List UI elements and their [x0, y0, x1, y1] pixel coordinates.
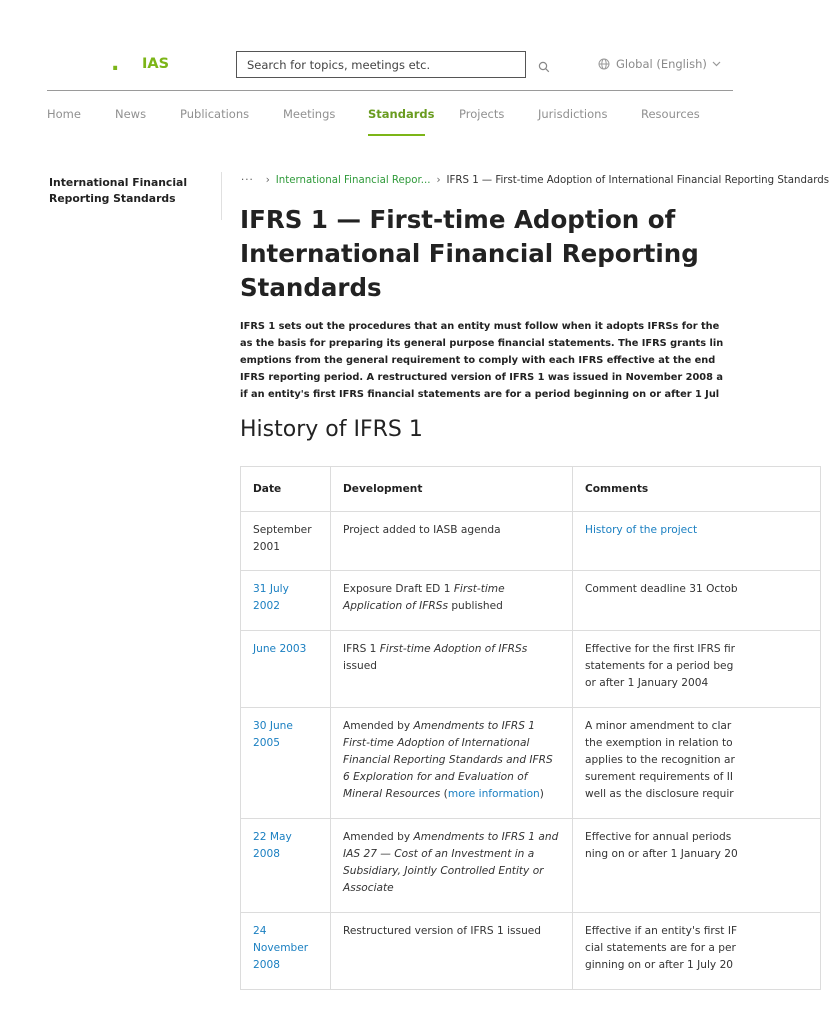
- table-row: [241, 631, 821, 708]
- intro-line: if an entity's first IFRS financial statements are for a period beginning on or after 1 Jul: [240, 389, 720, 400]
- history-heading: History of IFRS 1: [240, 417, 423, 442]
- column-header-date: Date: [241, 467, 331, 512]
- language-label: Global (English): [616, 57, 707, 71]
- table-header-row: [241, 467, 821, 512]
- search-box: [236, 51, 526, 78]
- table-row: [241, 819, 821, 913]
- comments-cell: [573, 913, 821, 990]
- date-link[interactable]: 30 June 2005: [241, 708, 331, 819]
- date-link[interactable]: 24 November 2008: [241, 913, 331, 990]
- language-selector[interactable]: [598, 57, 727, 71]
- comments-cell: [573, 631, 821, 708]
- sidebar-divider: [221, 172, 222, 220]
- chevron-down-icon: [712, 61, 721, 67]
- intro-line: as the basis for preparing its general purpose financial statements. The IFRS grants lin: [240, 338, 724, 349]
- development-text: Exposure Draft ED 1: [343, 583, 454, 595]
- breadcrumb-more[interactable]: ···: [241, 175, 254, 186]
- chevron-right-icon: ›: [436, 175, 441, 186]
- intro-line: IFRS 1 sets out the procedures that an entity must follow when it adopts IFRSs for the: [240, 321, 720, 332]
- search-input[interactable]: [237, 52, 525, 77]
- development-cell: Restructured version of IFRS 1 issued: [331, 913, 573, 990]
- development-cell: [331, 708, 573, 819]
- development-cell: [331, 571, 573, 631]
- comment-line: surement requirements of II: [585, 771, 734, 783]
- development-text: issued: [343, 660, 377, 672]
- document-title: Amendments to IFRS 1 First-time Adoption of International Financial Reporting Standards and IFRS 6 Exploration for and Evaluation of Mineral Resources: [343, 720, 553, 800]
- document-title: First-time Application of IFRSs: [343, 583, 505, 612]
- breadcrumb: [241, 175, 829, 191]
- date-link[interactable]: 31 July 2002: [241, 571, 331, 631]
- document-title: First-time Adoption of IFRSs: [379, 643, 528, 655]
- comment-line: Effective for the first IFRS fir: [585, 643, 736, 655]
- nav-home[interactable]: Home: [47, 107, 81, 121]
- date-link[interactable]: 22 May 2008: [241, 819, 331, 913]
- search-icon[interactable]: [538, 58, 550, 70]
- more-information-link[interactable]: more information: [447, 788, 540, 800]
- active-nav-indicator: [368, 134, 425, 136]
- comment-line: applies to the recognition ar: [585, 754, 735, 766]
- comments-cell: [573, 571, 821, 631]
- date-link[interactable]: June 2003: [241, 631, 331, 708]
- globe-icon: [598, 58, 610, 70]
- comment-line: the exemption in relation to: [585, 737, 733, 749]
- date-cell: September 2001: [241, 512, 331, 571]
- development-text: Amended by: [343, 831, 414, 843]
- comment-line: A minor amendment to clar: [585, 720, 732, 732]
- comment-line: ginning on or after 1 July 20: [585, 959, 734, 971]
- table-row: [241, 571, 821, 631]
- column-header-comments: Comments: [573, 467, 821, 512]
- sidebar-title[interactable]: International Financial Reporting Standards: [49, 176, 188, 205]
- comments-cell: [573, 819, 821, 913]
- development-cell: Project added to IASB agenda: [331, 512, 573, 571]
- table-row: [241, 913, 821, 990]
- table-row: [241, 708, 821, 819]
- intro-line: IFRS reporting period. A restructured version of IFRS 1 was issued in November 2008 a: [240, 372, 723, 383]
- development-text: IFRS 1: [343, 643, 380, 655]
- intro-line: emptions from the general requirement to comply with each IFRS effective at the end: [240, 355, 716, 366]
- development-text: published: [447, 600, 503, 612]
- development-text: ): [539, 788, 544, 800]
- comment-line: Comment deadline 31 Octob: [585, 583, 738, 595]
- development-text: (: [440, 788, 448, 800]
- comment-line: cial statements are for a per: [585, 942, 736, 954]
- history-of-project-link[interactable]: History of the project: [585, 524, 698, 536]
- column-header-development: Development: [331, 467, 573, 512]
- breadcrumb-current: IFRS 1 — First-time Adoption of International Financial Reporting Standards: [446, 175, 829, 186]
- history-table-container: [240, 466, 738, 982]
- comment-line: statements for a period beg: [585, 660, 734, 672]
- nav-projects[interactable]: Projects: [459, 107, 505, 121]
- nav-resources[interactable]: Resources: [641, 107, 700, 121]
- main-nav: [47, 90, 733, 147]
- site-header: [0, 0, 768, 92]
- chevron-right-icon: ›: [265, 175, 270, 186]
- development-cell: [331, 631, 573, 708]
- document-title: Amendments to IFRS 1 and IAS 27 — Cost of an Investment in a Subsidiary, Jointly Controlled Entity or Associate: [343, 831, 559, 894]
- nav-standards[interactable]: Standards: [368, 107, 435, 121]
- nav-news[interactable]: News: [115, 107, 147, 121]
- page-title: IFRS 1 — First-time Adoption of International Financial Reporting Standards: [240, 205, 699, 302]
- nav-meetings[interactable]: Meetings: [283, 107, 336, 121]
- comment-line: or after 1 January 2004: [585, 677, 709, 689]
- development-text: Amended by: [343, 720, 414, 732]
- comment-line: Effective if an entity's first IF: [585, 925, 738, 937]
- table-row: [241, 512, 821, 571]
- intro-paragraph: [240, 318, 734, 404]
- history-table: [240, 466, 821, 990]
- development-cell: [331, 819, 573, 913]
- nav-jurisdictions[interactable]: Jurisdictions: [538, 107, 608, 121]
- comment-line: ning on or after 1 January 20: [585, 848, 738, 860]
- nav-publications[interactable]: Publications: [180, 107, 250, 121]
- comments-cell: [573, 512, 821, 571]
- logo-mark[interactable]: .: [111, 51, 120, 76]
- breadcrumb-parent-link[interactable]: International Financial Repor...: [275, 175, 431, 186]
- comments-cell: [573, 708, 821, 819]
- comment-line: well as the disclosure requir: [585, 788, 734, 800]
- comment-line: Effective for annual periods: [585, 831, 732, 843]
- logo-text[interactable]: IAS: [142, 56, 170, 72]
